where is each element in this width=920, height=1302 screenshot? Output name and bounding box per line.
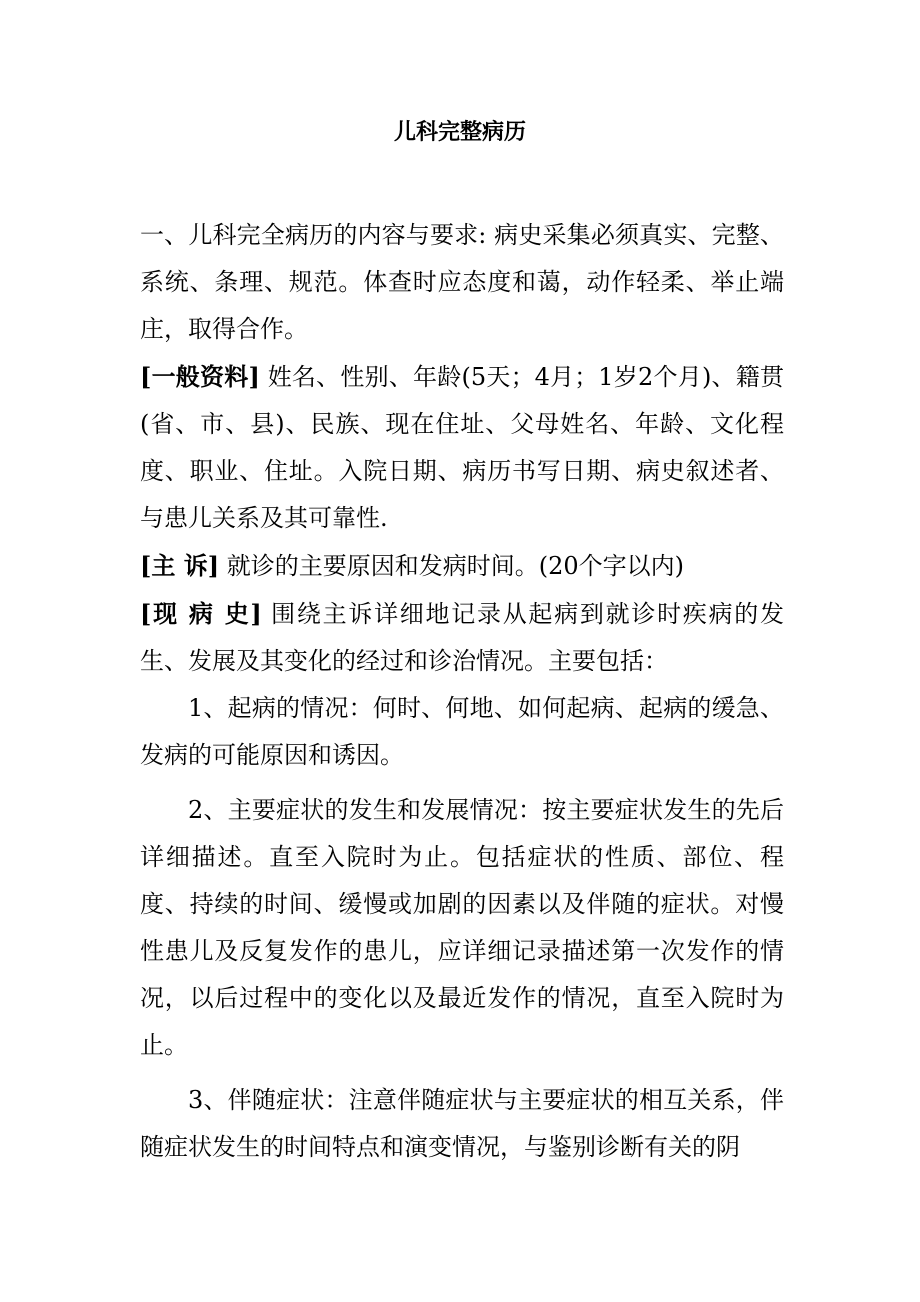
present-history-text: 围绕主诉详细地记录从起病到就诊时疾病的发生、发展及其变化的经过和诊治情况。主要包括： bbox=[140, 600, 784, 675]
history-item-3: 3、伴随症状：注意伴随症状与主要症状的相互关系，伴随症状发生的时间特点和演变情况，与鉴别诊断有关的阴 bbox=[140, 1086, 784, 1161]
chief-complaint-paragraph bbox=[140, 542, 784, 590]
chief-complaint-label: [主 诉] bbox=[140, 551, 220, 580]
document-title: 儿科完整病历 bbox=[393, 120, 526, 145]
present-history-label: [现 病 史] bbox=[140, 599, 262, 628]
history-item-1: 1、起病的情况：何时、何地、如何起病、起病的缓急、发病的可能原因和诱因。 bbox=[140, 694, 784, 769]
history-item-2: 2、主要症状的发生和发展情况：按主要症状发生的先后详细描述。直至入院时为止。包括症状的性质、部位、程度、持续的时间、缓慢或加剧的因素以及伴随的症状。对慢性患儿及反复发作的患儿，应详细记录描述第一次发作的情况，以后过程中的变化以及最近发作的情况，直至入院时为止。 bbox=[140, 796, 784, 1059]
general-info-text: 姓名、性别、年龄(5天；4月；1岁2个月)、籍贯(省、市、县)、民族、现在住址、父母姓名、年龄、文化程度、职业、住址。入院日期、病历书写日期、病史叙述者、与患儿关系及其可靠性. bbox=[140, 363, 784, 532]
present-history-paragraph bbox=[140, 590, 784, 685]
general-info-label: [一般资料] bbox=[140, 362, 260, 391]
chief-complaint-text: 就诊的主要原因和发病时间。(20个字以内) bbox=[219, 552, 684, 580]
general-info-paragraph bbox=[140, 353, 784, 542]
document-body bbox=[140, 212, 784, 1171]
intro-paragraph: 一、儿科完全病历的内容与要求: 病史采集必须真实、完整、系统、条理、规范。体查时应态度和蔼，动作轻柔、举止端庄，取得合作。 bbox=[140, 221, 784, 343]
